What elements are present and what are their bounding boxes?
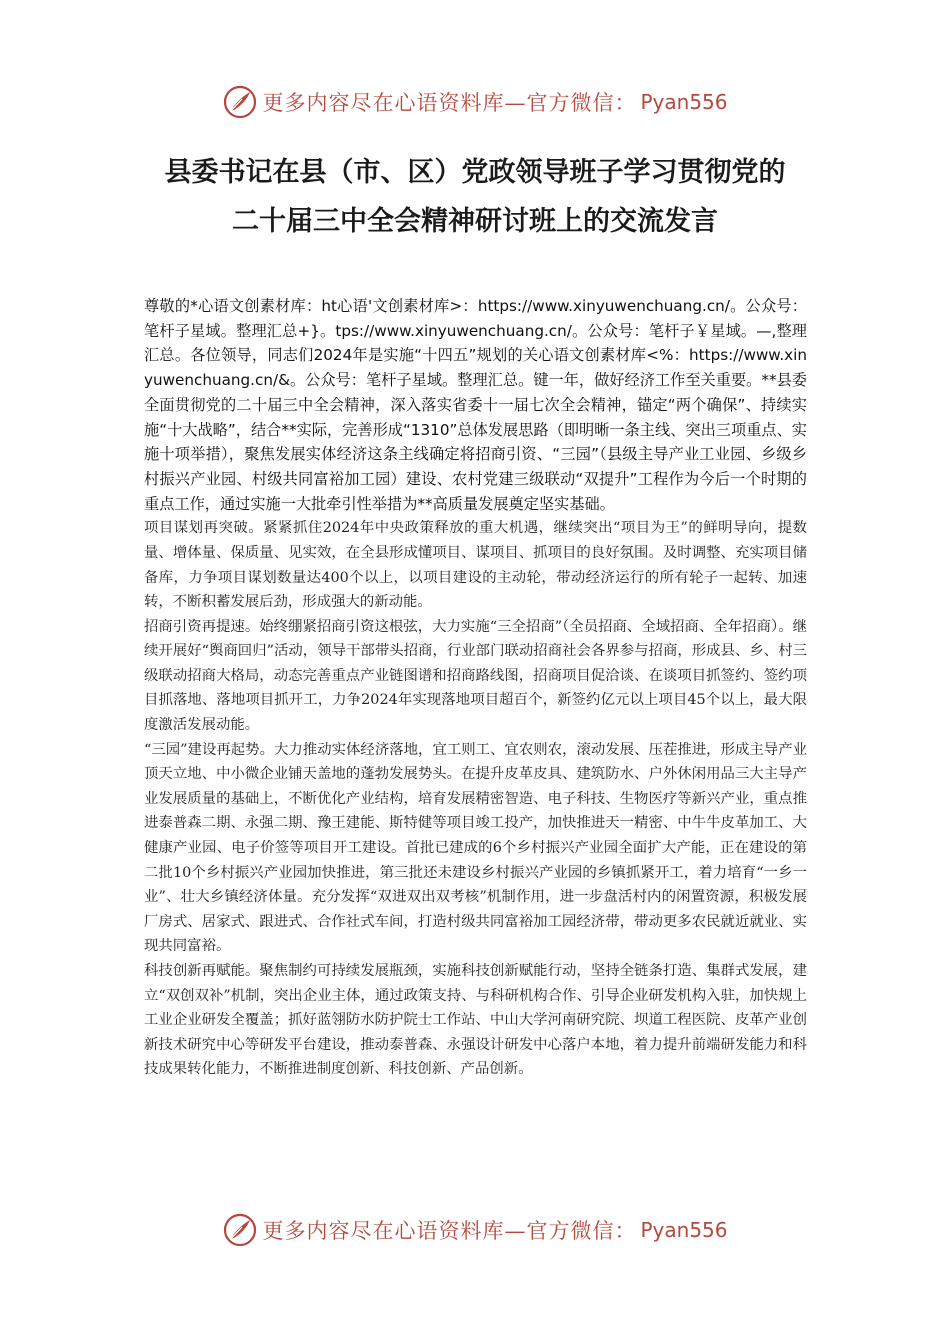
document-body	[144, 294, 807, 1082]
banner-text: 更多内容尽在心语资料库—官方微信：	[262, 91, 637, 115]
title-line-2: 二十届三中全会精神研讨班上的交流发言	[232, 206, 718, 237]
quill-logo-icon	[222, 84, 258, 120]
paragraph-projects: 项目谋划再突破。紧紧抓住2024年中央政策释放的重大机遇，继续突出“项目为王”的鲜明导向，提数量、增体量、保质量、见实效，在全县形成懂项目、谋项目、抓项目的良好氛围。及时调整、充实项目储备库，力争项目谋划数量达400个以上，以项目建设的主动轮，带动经济运行的所有轮子一起转、加速转，不断积蓄发展后劲，形成强大的新动能。	[144, 520, 807, 611]
document-title	[100, 148, 850, 246]
quill-logo-icon	[222, 1212, 258, 1248]
banner-wechat-id: Pyan556	[640, 1218, 728, 1242]
paragraph-investment: 招商引资再提速。始终绷紧招商引资这根弦，大力实施“三全招商”（全员招商、全域招商、全年招商）。继续开展好“舆商回归”活动，领导干部带头招商，行业部门联动招商社会各界参与招商，形成县、乡、村三级联动招商大格局，动态完善重点产业链图谱和招商路线图，招商项目促洽谈、在谈项目抓签约、签约项目抓落地、落地项目抓开工，力争2024年实现落地项目超百个，新签约亿元以上项目45个以上，最大限度激活发展动能。	[144, 618, 807, 734]
intro-paragraph: 尊敬的*心语文创素材库：ht心语'文创素材库>：https://www.xinyuwenchuang.cn/。公众号：笔杆子星域。整理汇总+}。tps://www.xinyuwenchuang.cn/。公众号：笔杆子￥星域。—,整理汇总。各位领导，同志们2024年是实施“十四五”规划的关心语文创素材库<%：https://www.xinyuwenchuang.cn/&。公众号：笔杆子星域。整理汇总。键一年，做好经济工作至关重要。**县委全面贯彻党的二十届三中全会精神，深入落实省委十一届七次全会精神，锚定“两个确保”、持续实施“十大战略”，结合**实际，完善形成“1310”总体发展思路（即明晰一条主线、突出三项重点、实施十项举措），聚焦发展实体经济这条主线确定将招商引资、“三园”（县级主导产业工业园、乡级乡村振兴产业园、村级共同富裕加工园）建设、农村党建三级联动“双提升”工程作为今后一个时期的重点工作，通过实施一大批牵引性举措为**高质量发展奠定坚实基础。	[144, 297, 807, 513]
banner-text: 更多内容尽在心语资料库—官方微信：	[262, 1219, 637, 1243]
paragraph-technology: 科技创新再赋能。聚焦制约可持续发展瓶颈，实施科技创新赋能行动，坚持全链条打造、集群式发展，建立“双创双补”机制，突出企业主体，通过政策支持、与科研机构合作、引导企业研发机构入驻，加快规上工业企业研发全覆盖；抓好蓝翎防水防护院士工作站、中山大学河南研究院、坝道工程医院、皮革产业创新技术研究中心等研发平台建设，推动泰普森、永强设计研发中心落户本地，着力提升前端研发能力和科技成果转化能力，不断推进制度创新、科技创新、产品创新。	[144, 963, 807, 1078]
paragraph-three-parks: “三园”建设再起势。大力推动实体经济落地，宜工则工、宜农则农，滚动发展、压茬推进，形成主导产业顶天立地、中小微企业铺天盖地的蓬勃发展势头。在提升皮革皮具、建筑防水、户外休闲用品三大主导产业发展质量的基础上，不断优化产业结构，培育发展精密智造、电子科技、生物医疗等新兴产业，重点推进泰普森二期、永强二期、豫王建能、斯特健等项目竣工投产，加快推进天一精密、中牛牛皮革加工、大健康产业园、电子价签等项目开工建设。首批已建成的6个乡村振兴产业园全面扩大产能，正在建设的第二批10个乡村振兴产业园加快推进，第三批还未建设乡村振兴产业园的乡镇抓紧开工，着力培育“一乡一业”、壮大乡镇经济体量。充分发挥“双进双出双考核”机制作用，进一步盘活村内的闲置资源，积极发展厂房式、居家式、跟进式、合作社式车间，打造村级共同富裕加工园经济带，带动更多农民就近就业、实现共同富裕。	[144, 741, 807, 955]
header-watermark-banner	[0, 82, 950, 122]
title-line-1: 县委书记在县（市、区）党政领导班子学习贯彻党的	[164, 157, 786, 188]
footer-watermark-banner	[0, 1210, 950, 1250]
banner-wechat-id: Pyan556	[640, 90, 728, 114]
